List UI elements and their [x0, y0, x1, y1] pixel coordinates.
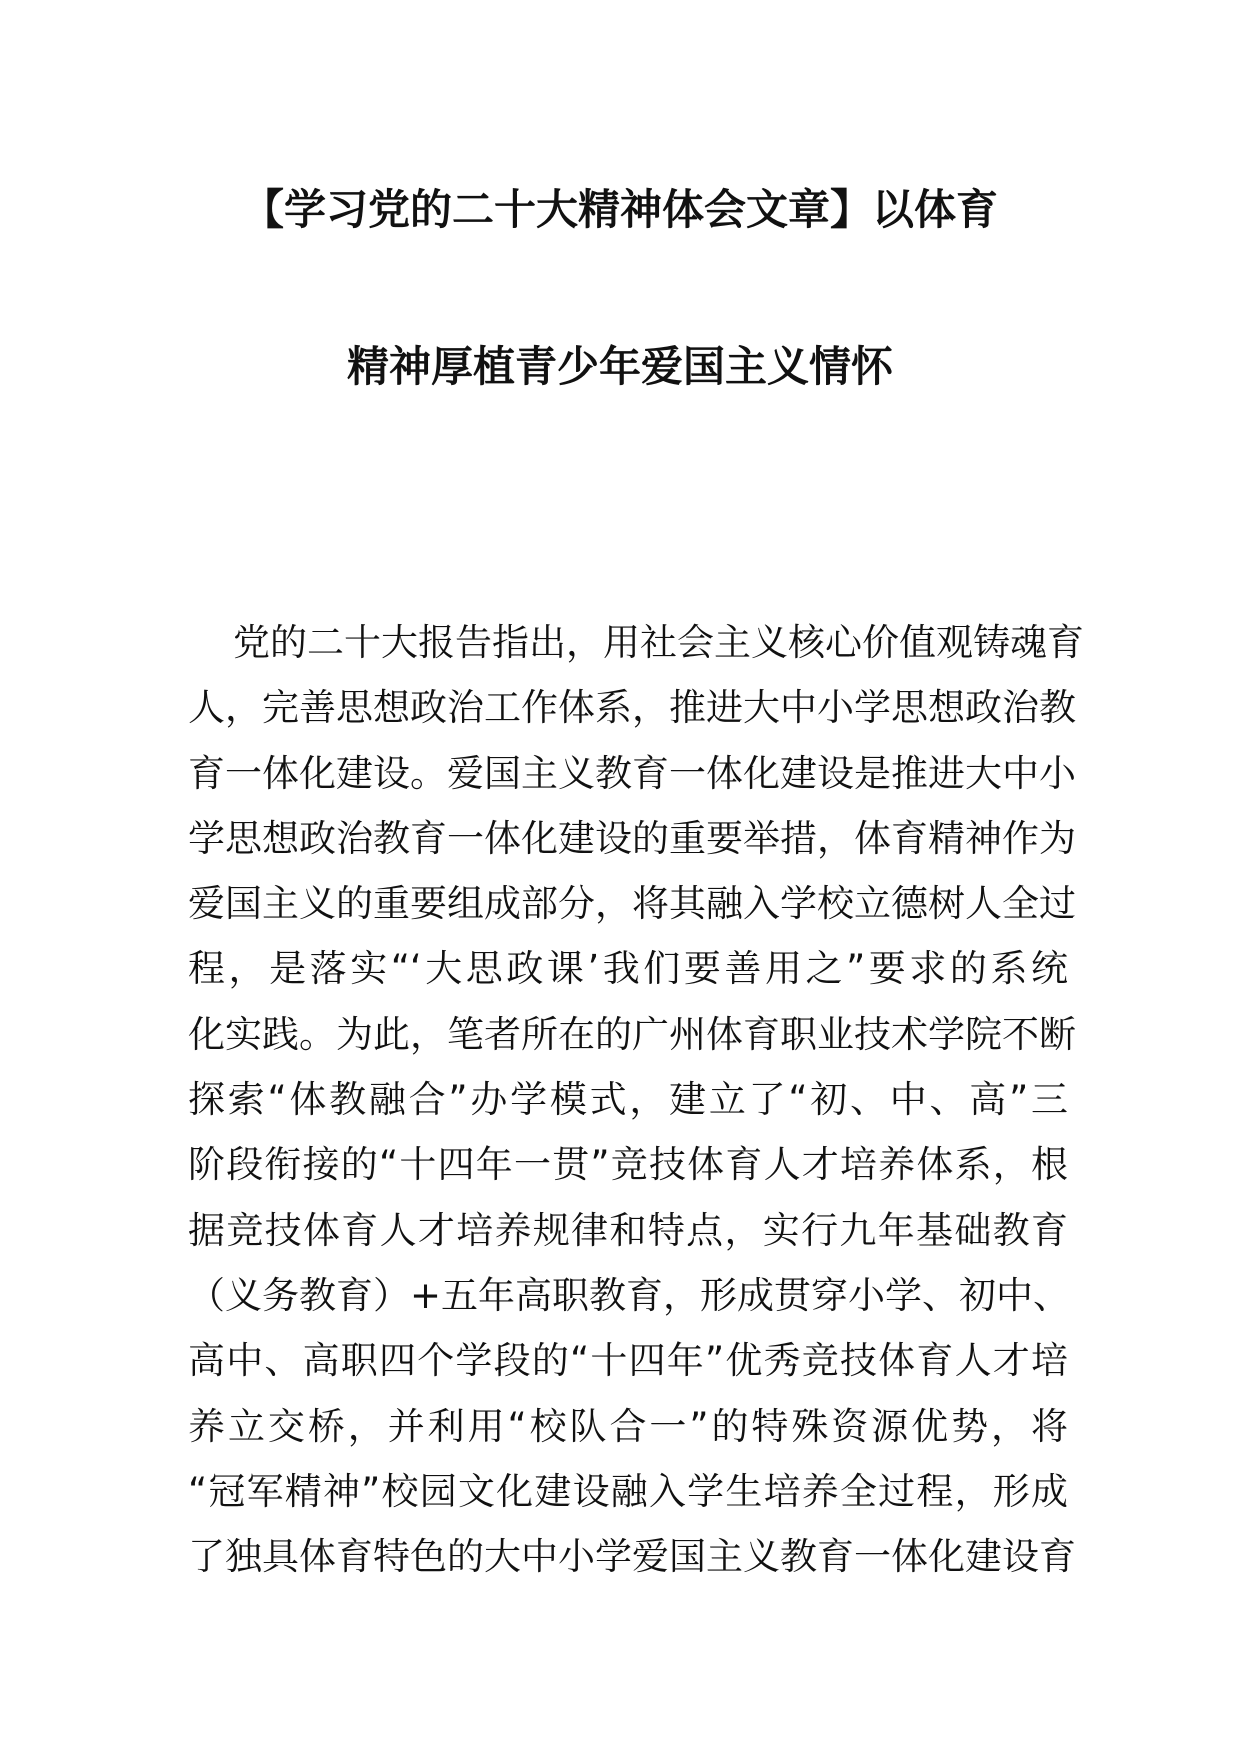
body-line: 人，完善思想政治工作体系，推进大中小学思想政治教 [188, 686, 1076, 730]
body-line: 据竞技体育人才培养规律和特点，实行九年基础教育 [188, 1208, 1068, 1252]
document-title [140, 180, 1100, 397]
body-line: “冠军精神”校园文化建设融入学生培养全过程，形成 [188, 1469, 1068, 1513]
body-line: 探索“体教融合”办学模式，建立了“初、中、高”三 [188, 1078, 1068, 1122]
body-line: 爱国主义的重要组成部分，将其融入学校立德树人全过 [188, 882, 1076, 926]
body-line: 学思想政治教育一体化建设的重要举措，体育精神作为 [188, 816, 1076, 860]
body-line: 养立交桥，并利用“校队合一”的特殊资源优势，将 [188, 1404, 1068, 1448]
body-line: 育一体化建设。爱国主义教育一体化建设是推进大中小 [188, 751, 1076, 795]
body-line: 程，是落实“‘大思政课’我们要善用之”要求的系统 [188, 947, 1068, 991]
body-line: 阶段衔接的“十四年一贯”竞技体育人才培养体系，根 [188, 1143, 1068, 1187]
body-line: （义务教育）+五年高职教育，形成贯穿小学、初中、 [188, 1273, 1071, 1317]
title-line-2: 精神厚植青少年爱国主义情怀 [346, 342, 893, 391]
body-line: 化实践。为此，笔者所在的广州体育职业技术学院不断 [188, 1012, 1076, 1056]
body-line: 高中、高职四个学段的“十四年”优秀竞技体育人才培 [188, 1339, 1068, 1383]
body-paragraph [188, 610, 1084, 1589]
title-line-1: 【学习党的二十大精神体会文章】以体育 [241, 185, 998, 234]
body-line: 了独具体育特色的大中小学爱国主义教育一体化建设育 [188, 1535, 1076, 1579]
body-line: 党的二十大报告指出，用社会主义核心价值观铸魂育 [233, 621, 1084, 664]
